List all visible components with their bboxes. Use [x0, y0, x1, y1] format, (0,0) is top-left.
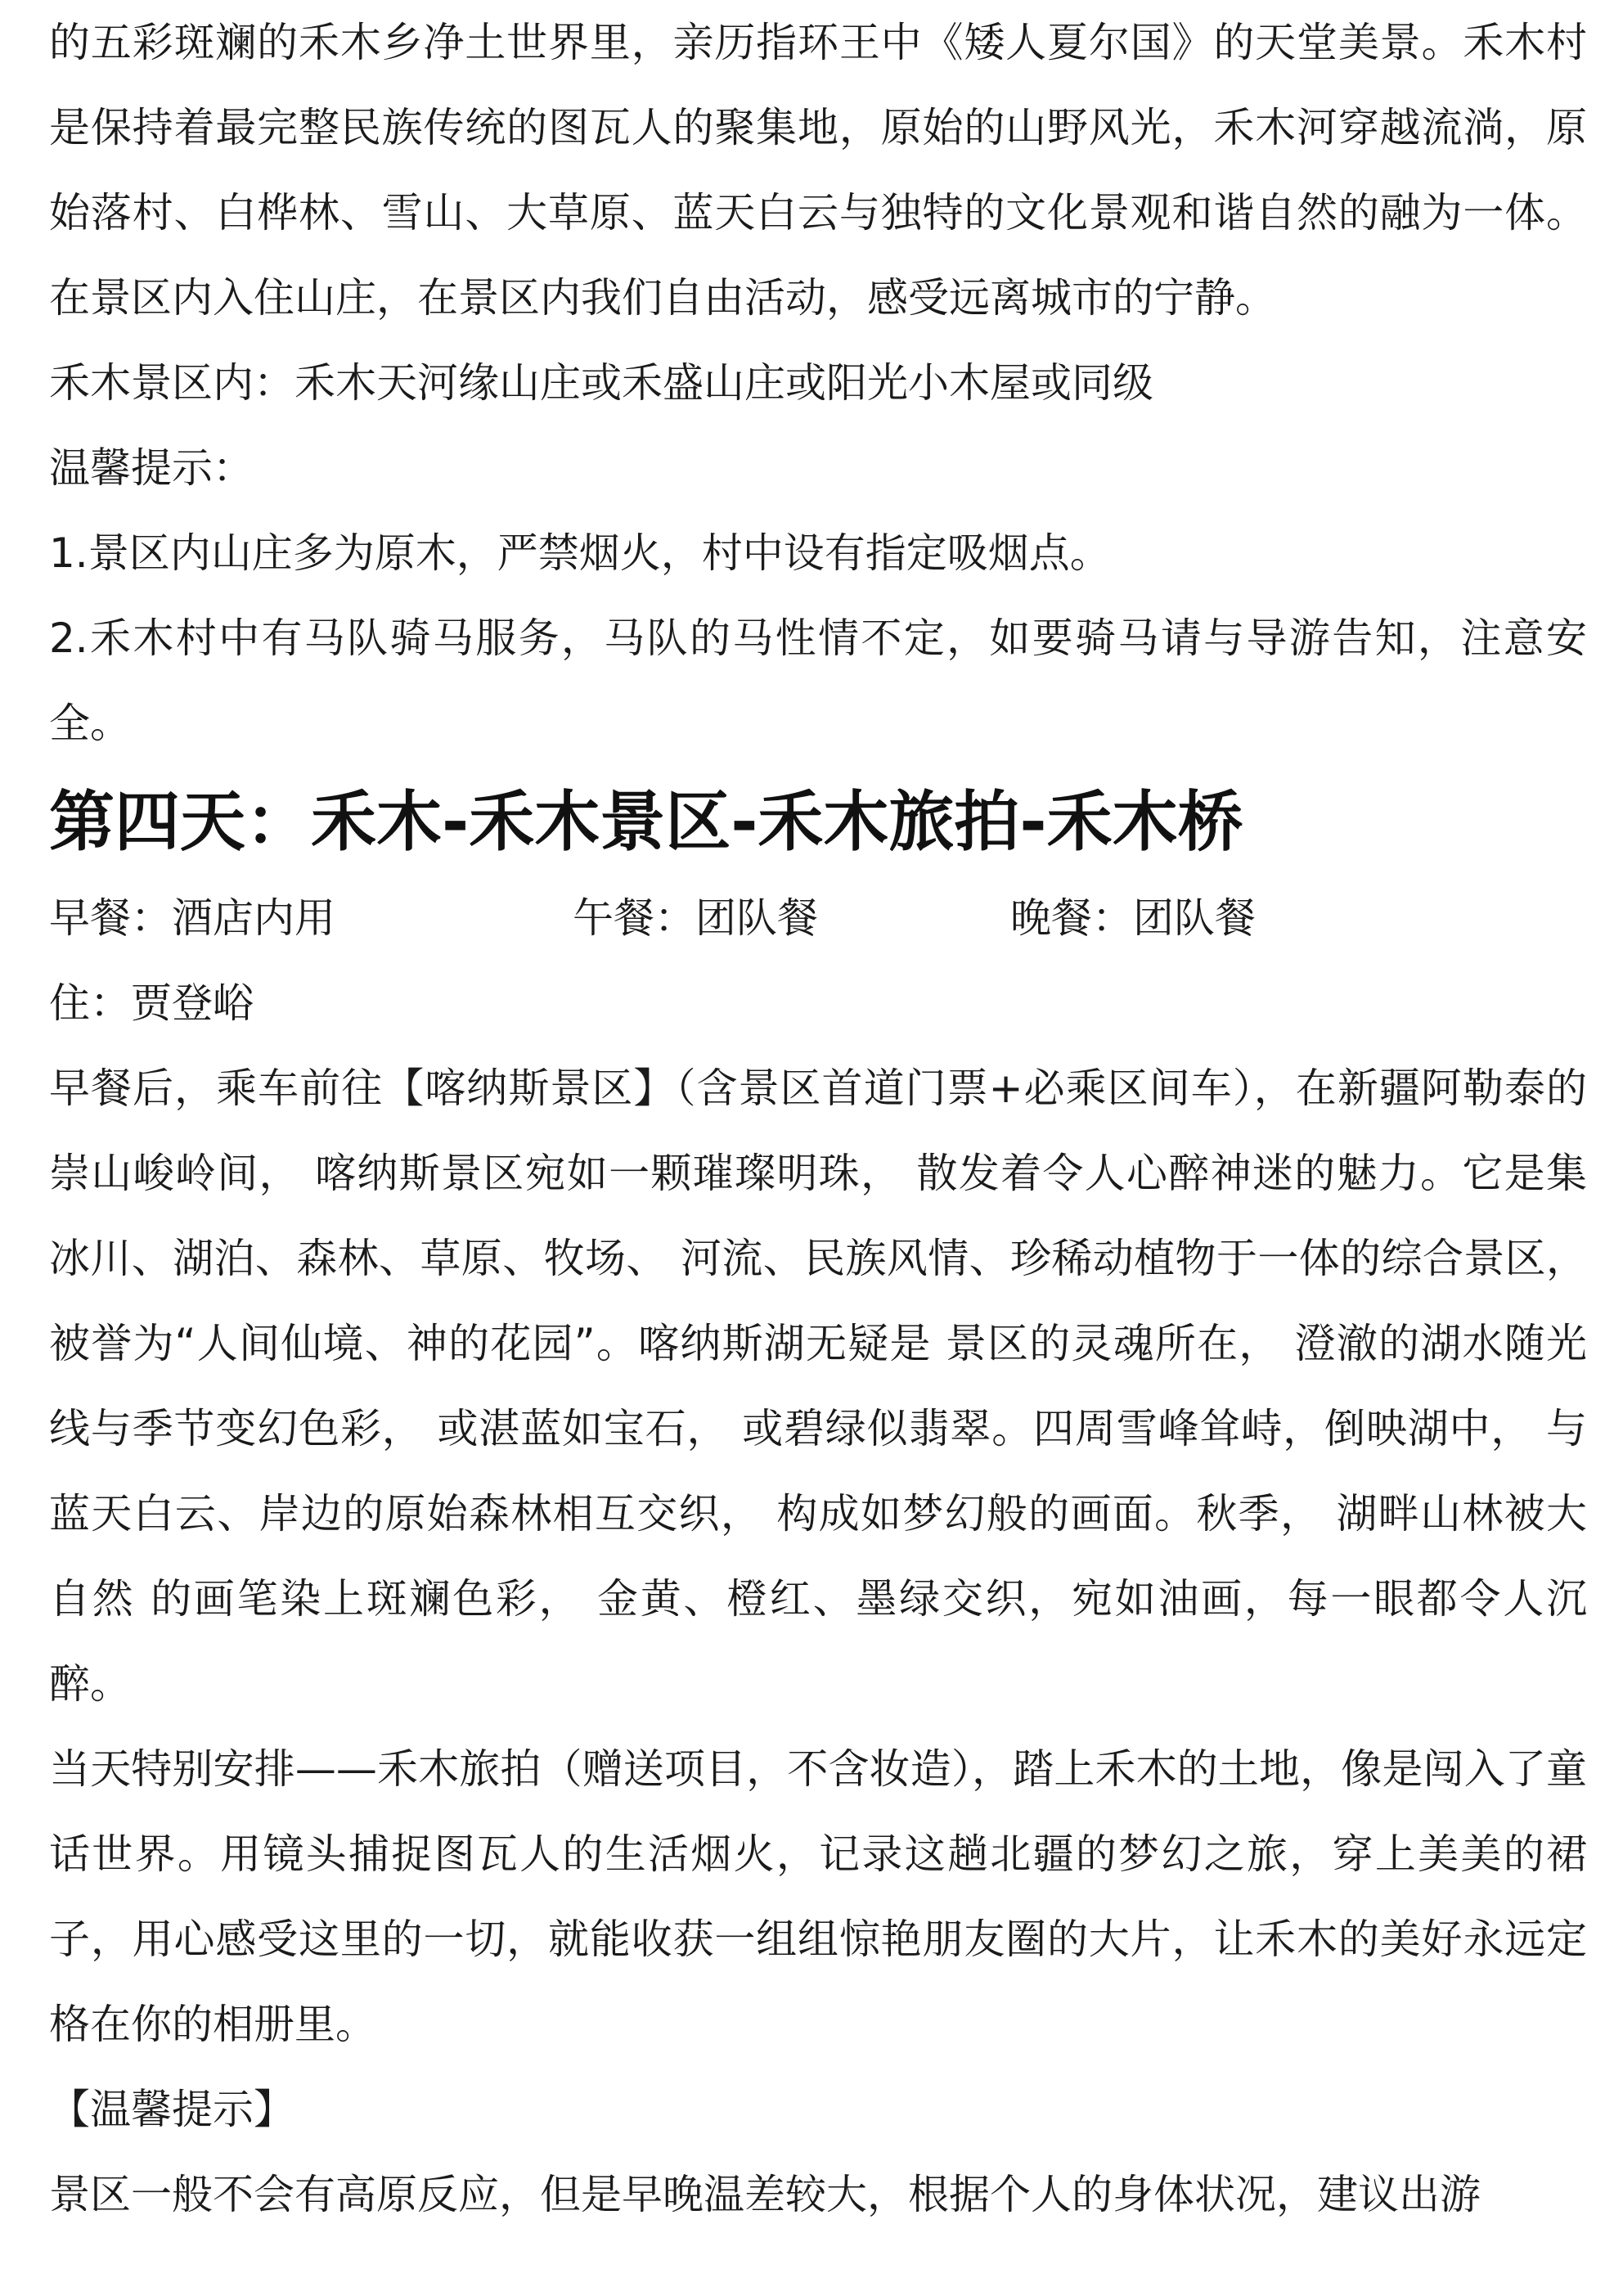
meal-dinner: 晚餐：团队餐 [1010, 894, 1256, 942]
day4-tips-title: 【温馨提示】 [49, 2086, 294, 2133]
meal-lunch: 午餐：团队餐 [573, 894, 818, 942]
intro-paragraph: 的五彩斑斓的禾木乡净土世界里，亲历指环王中《矮人夏尔国》的天堂美景。禾木村是保持着最完整民族传统的图瓦人的聚集地，原始的山野风光，禾木河穿越流淌，原始落村、白桦林、雪山、大草原、蓝天白云与独特的文化景观和谐自然的融为一体。在景区内入住山庄，在景区内我们自由活动，感受远离城市的宁静。 [49, 19, 1587, 322]
day4-heading: 第四天：禾木-禾木景区-禾木旅拍-禾木桥 [49, 784, 1243, 860]
tips-title: 温馨提示： [49, 444, 254, 492]
document-page [49, 0, 1587, 2237]
tip-item-2: 2.禾木村中有马队骑马服务，马队的马性情不定，如要骑马请与导游告知，注意安全。 [49, 615, 1587, 747]
day4-tips-text: 景区一般不会有高原反应，但是早晚温差较大，根据个人的身体状况，建议出游 [49, 2171, 1481, 2218]
lodging-info: 禾木景区内：禾木天河缘山庄或禾盛山庄或阳光小木屋或同级 [49, 359, 1153, 407]
meal-row [49, 876, 1587, 961]
stay-info: 住：贾登峪 [49, 979, 254, 1027]
tip-item-1: 1.景区内山庄多为原木，严禁烟火，村中设有指定吸烟点。 [49, 529, 1111, 577]
photo-shoot-paragraph: 当天特别安排——禾木旅拍（赠送项目，不含妆造），踏上禾木的土地，像是闯入了童话世界。用镜头捕捉图瓦人的生活烟火，记录这趟北疆的梦幻之旅，穿上美美的裙子，用心感受这里的一切，就能收获一组组惊艳朋友圈的大片，让禾木的美好永远定格在你的相册里。 [49, 1745, 1587, 2048]
day4-description: 早餐后，乘车前往【喀纳斯景区】（含景区首道门票+必乘区间车），在新疆阿勒泰的崇山峻岭间， 喀纳斯景区宛如一颗璀璨明珠， 散发着令人心醉神迷的魅力。它是集冰川、湖泊、森林、草原、牧场、 河流、民族风情、珍稀动植物于一体的综合景区， 被誉为“人间仙境、神的花园”。喀纳斯湖无疑是 景区的灵魂所在， 澄澈的湖水随光线与季节变幻色彩， 或湛蓝如宝石， 或碧绿似翡翠。四周雪峰耸峙，倒映湖中， 与蓝天白云、岸边的原始森林相互交织， 构成如梦幻般的画面。秋季， 湖畔山林被大自然 的画笔染上斑斓色彩， 金黄、橙红、墨绿交织，宛如油画，每一眼都令人沉醉。 [49, 1065, 1587, 1708]
meal-breakfast: 早餐：酒店内用 [49, 894, 335, 942]
